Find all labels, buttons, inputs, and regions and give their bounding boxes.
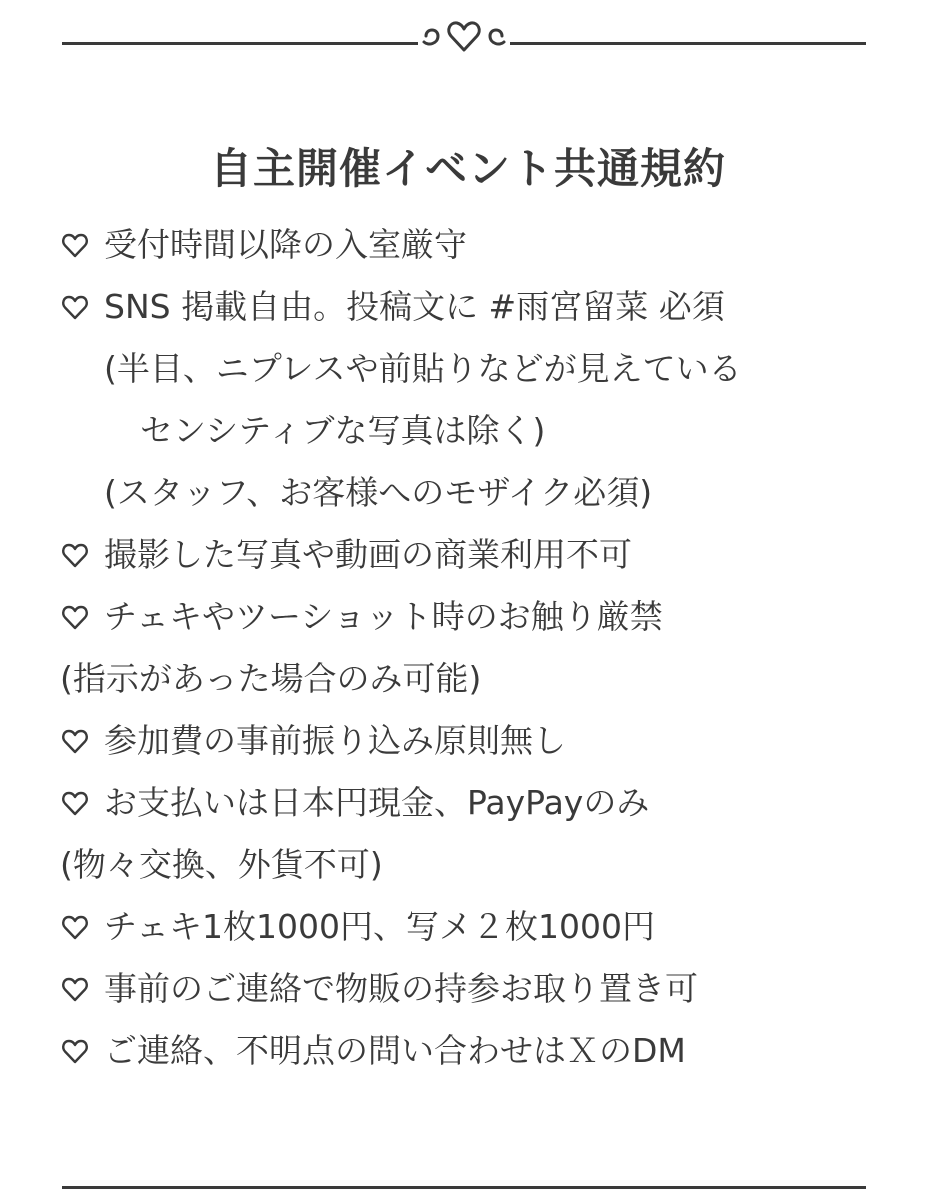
heart-ornament-icon	[418, 14, 510, 54]
page-title: 自主開催イベント共通規約	[209, 144, 726, 193]
rule-text: チェキやツーショット時のお触り厳禁	[104, 597, 663, 636]
rule-item	[60, 218, 890, 280]
bottom-divider	[62, 1186, 866, 1189]
top-divider-right	[510, 42, 866, 45]
rule-text: 受付時間以降の入室厳守	[104, 225, 467, 264]
rule-item	[60, 1024, 890, 1086]
rule-text: (半目、ニプレスや前貼りなどが見えている	[104, 349, 742, 388]
rule-text: お支払いは日本円現金、PayPayのみ	[104, 783, 650, 822]
heart-bullet-icon	[60, 594, 90, 624]
rules-list	[60, 218, 890, 1086]
heart-bullet-icon	[60, 780, 90, 810]
rule-note	[60, 652, 890, 714]
top-divider-left	[62, 42, 418, 45]
heart-bullet-icon	[60, 966, 90, 996]
rule-note	[60, 342, 890, 404]
rule-text: ご連絡、不明点の問い合わせはＸのDM	[104, 1031, 686, 1070]
rule-item	[60, 900, 890, 962]
rule-text: チェキ1枚1000円、写メ２枚1000円	[104, 907, 655, 946]
heart-bullet-icon	[60, 1028, 90, 1058]
rule-text: (スタッフ、お客様へのモザイク必須)	[104, 473, 653, 512]
rule-item	[60, 590, 890, 652]
heart-bullet-icon	[60, 904, 90, 934]
rule-item	[60, 280, 890, 342]
heart-bullet-icon	[60, 718, 90, 748]
heart-bullet-icon	[60, 222, 90, 252]
rule-note	[60, 838, 890, 900]
top-ornament	[62, 14, 866, 54]
heart-bullet-icon	[60, 284, 90, 314]
heart-bullet-icon	[60, 532, 90, 562]
rule-item	[60, 962, 890, 1024]
rule-text: センシティブな写真は除く)	[140, 411, 546, 450]
rule-text: 参加費の事前振り込み原則無し	[104, 721, 566, 760]
rule-note	[60, 404, 890, 466]
rule-item	[60, 776, 890, 838]
rule-item	[60, 714, 890, 776]
rule-text: (物々交換、外貨不可)	[60, 845, 383, 884]
rule-text: SNS 掲載自由。投稿文に #雨宮留菜 必須	[104, 287, 725, 326]
rule-text: (指示があった場合のみ可能)	[60, 659, 482, 698]
rule-note	[60, 466, 890, 528]
rule-text: 撮影した写真や動画の商業利用不可	[104, 535, 632, 574]
rule-text: 事前のご連絡で物販の持参お取り置き可	[104, 969, 698, 1008]
rule-item	[60, 528, 890, 590]
